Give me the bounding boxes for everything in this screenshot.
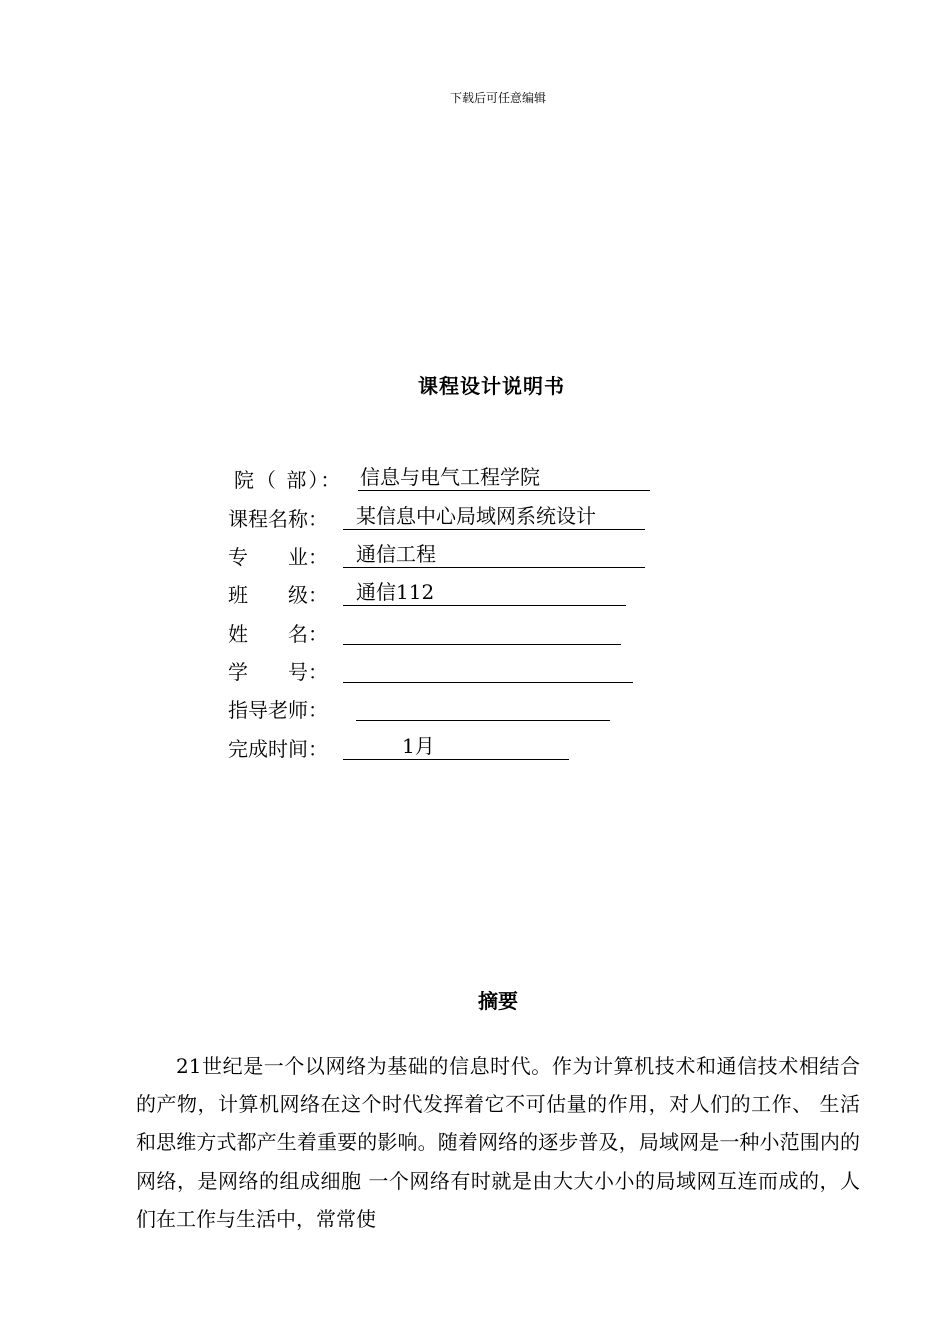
- advisor-underline: [356, 720, 610, 721]
- class-value: 通信112: [356, 580, 435, 604]
- completion-value: 1月: [402, 734, 435, 758]
- name-label: 姓 名：: [228, 622, 328, 646]
- completion-underline: [343, 759, 569, 760]
- major-value: 通信工程: [356, 542, 436, 566]
- header-note: 下载后可任意编辑: [449, 91, 546, 105]
- course-value: 某信息中心局域网系统设计: [356, 504, 596, 528]
- major-label: 专 业：: [228, 545, 328, 569]
- completion-label: 完成时间：: [228, 737, 328, 761]
- abstract-title: 摘要: [478, 989, 518, 1013]
- advisor-label: 指导老师：: [228, 698, 328, 722]
- department-label: 院（ 部）：: [234, 468, 343, 492]
- course-label: 课程名称：: [228, 507, 328, 531]
- name-underline: [343, 644, 621, 645]
- document-title: 课程设计说明书: [418, 374, 565, 398]
- student-id-label: 学 号：: [228, 660, 328, 684]
- abstract-body: 21世纪是一个以网络为基础的信息时代。作为计算机技术和通信技术相结合的产物，计算机网络在这个时代发挥着它不可估量的作用，对人们的工作、 生活和思维方式都产生着重要的影响。随着网络的逐步普及，局域网是一种小范围内的网络，是网络的组成细胞 一个网络有时就是由大大小小的局域网互连而成的，人们在工作与生活中，常常使: [136, 1054, 860, 1231]
- department-value: 信息与电气工程学院: [360, 465, 540, 489]
- class-label: 班 级：: [228, 583, 328, 607]
- student-id-underline: [343, 682, 633, 683]
